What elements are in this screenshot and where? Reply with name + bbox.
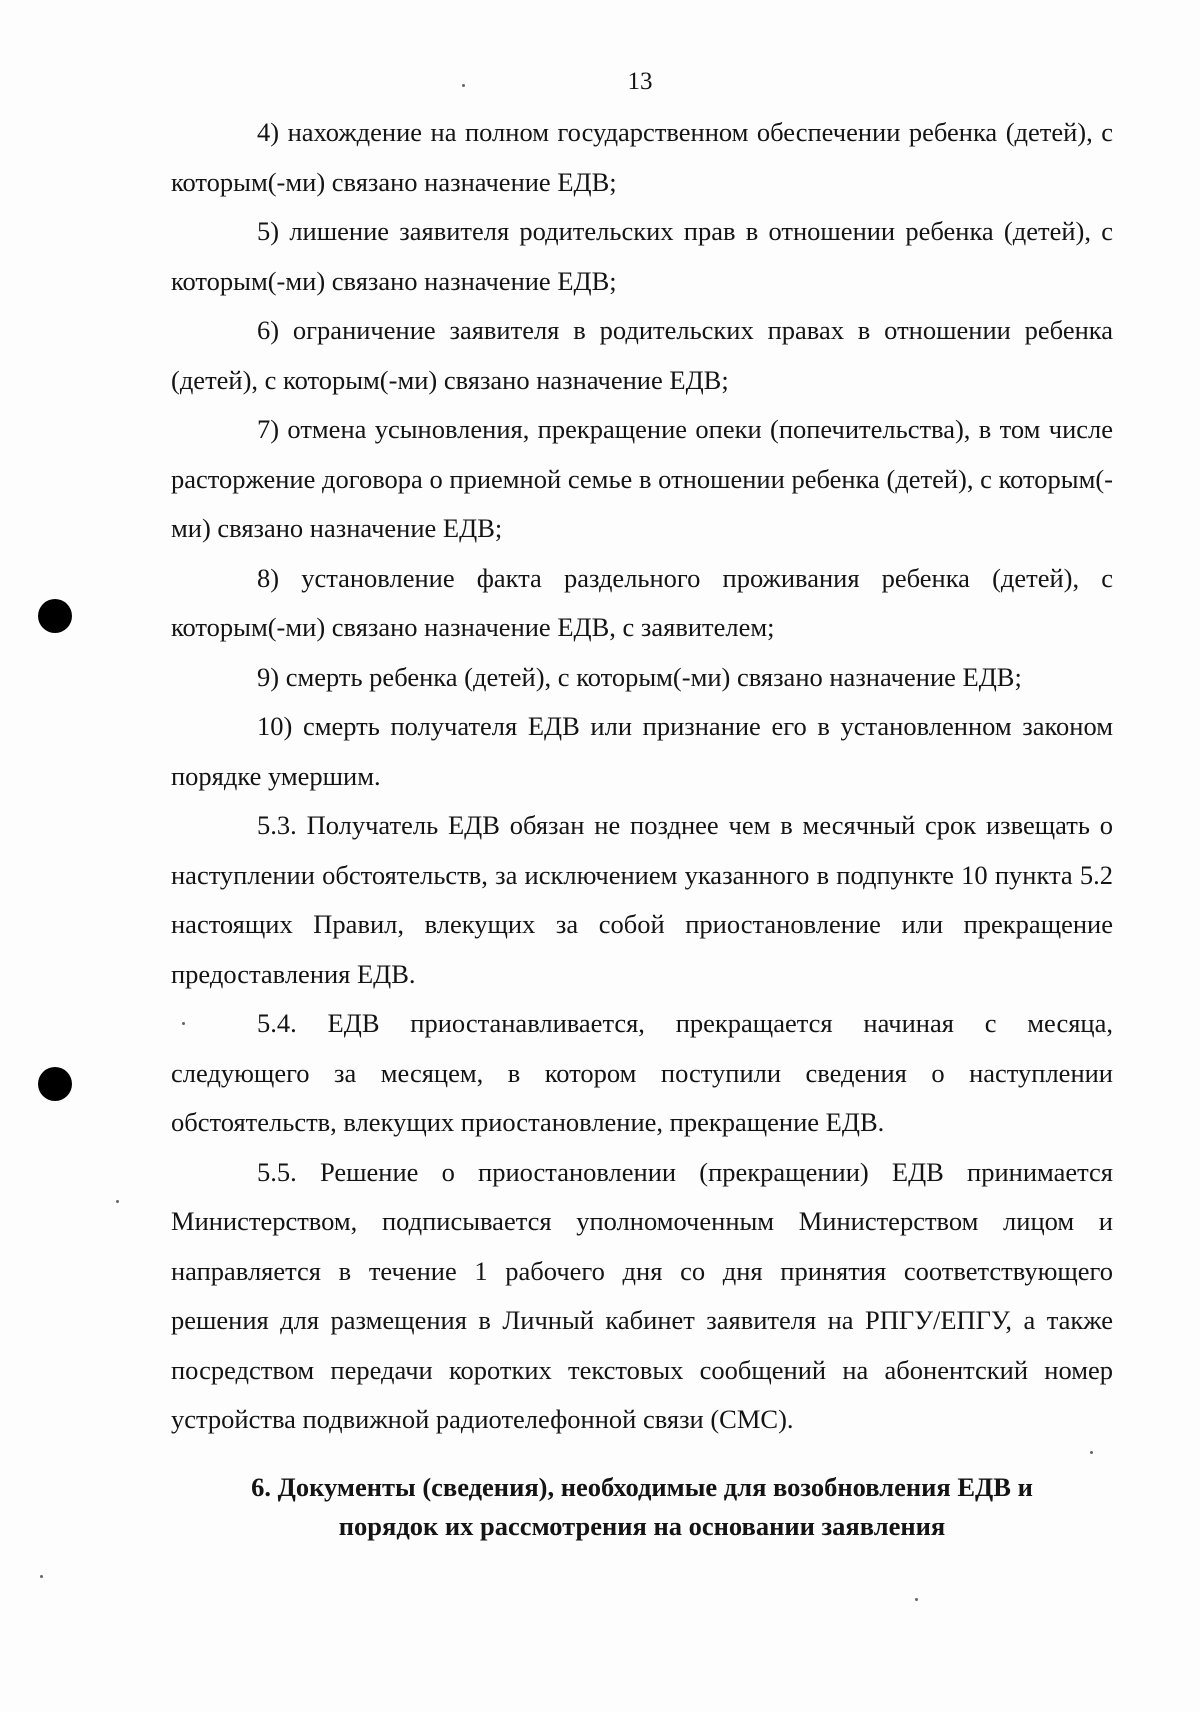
scan-speck — [1090, 1451, 1093, 1454]
paragraph-item-7: 7) отмена усыновления, прекращение опеки (попечительства), в том числе расторжение договора о приемной семье в отношении ребенка (детей), с которым(-ми) связано назначение ЕДВ; — [171, 414, 1113, 543]
paragraph-item-8: 8) установление факта раздельного проживания ребенка (детей), с которым(-ми) связано назначение ЕДВ, с заявителем; — [171, 562, 1113, 642]
scan-speck — [116, 1200, 119, 1203]
paragraph-item-5: 5) лишение заявителя родительских прав в отношении ребенка (детей), с которым(-ми) связано назначение ЕДВ; — [171, 216, 1113, 296]
scan-speck — [182, 1022, 185, 1025]
paragraph-item-9: 9) смерть ребенка (детей), с которым(-ми) связано назначение ЕДВ; — [257, 661, 1022, 692]
page-number: 13 — [627, 68, 653, 95]
paragraph-clause-5-3: 5.3. Получатель ЕДВ обязан не позднее чем в месячный срок извещать о наступлении обстоятельств, за исключением указанного в подпункте 10 пункта 5.2 настоящих Правил, влекущих за собой приостановление или прекращение предоставления ЕДВ. — [171, 810, 1113, 989]
paragraph-item-10: 10) смерть получателя ЕДВ или признание его в установленном законом порядке умершим. — [171, 711, 1113, 791]
body-text — [171, 108, 1113, 1445]
scan-speck — [40, 1575, 43, 1578]
punch-hole-top — [38, 599, 72, 633]
paragraph-item-4: 4) нахождение на полном государственном обеспечении ребенка (детей), с которым(-ми) связано назначение ЕДВ; — [171, 117, 1113, 197]
section-heading-line-1: 6. Документы (сведения), необходимые для возобновления ЕДВ и — [251, 1472, 1033, 1502]
paragraph-clause-5-4: 5.4. ЕДВ приостанавливается, прекращается начиная с месяца, следующего за месяцем, в котором поступили сведения о наступлении обстоятельств, влекущих приостановление, прекращение ЕДВ. — [171, 1008, 1113, 1137]
paragraph-item-6: 6) ограничение заявителя в родительских правах в отношении ребенка (детей), с которым(-ми) связано назначение ЕДВ; — [171, 315, 1113, 395]
scan-speck — [915, 1598, 918, 1601]
punch-hole-bottom — [38, 1067, 72, 1101]
paragraph-clause-5-5: 5.5. Решение о приостановлении (прекращении) ЕДВ принимается Министерством, подписывается уполномоченным Министерством лицом и направляется в течение 1 рабочего дня со дня принятия соответствующего решения для размещения в Личный кабинет заявителя на РПГУ/ЕПГУ, а также посредством передачи коротких текстовых сообщений на абонентский номер устройства подвижной радиотелефонной связи (СМС). — [171, 1156, 1113, 1434]
section-heading — [171, 1468, 1113, 1546]
section-heading-line-2: порядок их рассмотрения на основании заявления — [338, 1511, 946, 1541]
scan-speck — [462, 84, 465, 87]
